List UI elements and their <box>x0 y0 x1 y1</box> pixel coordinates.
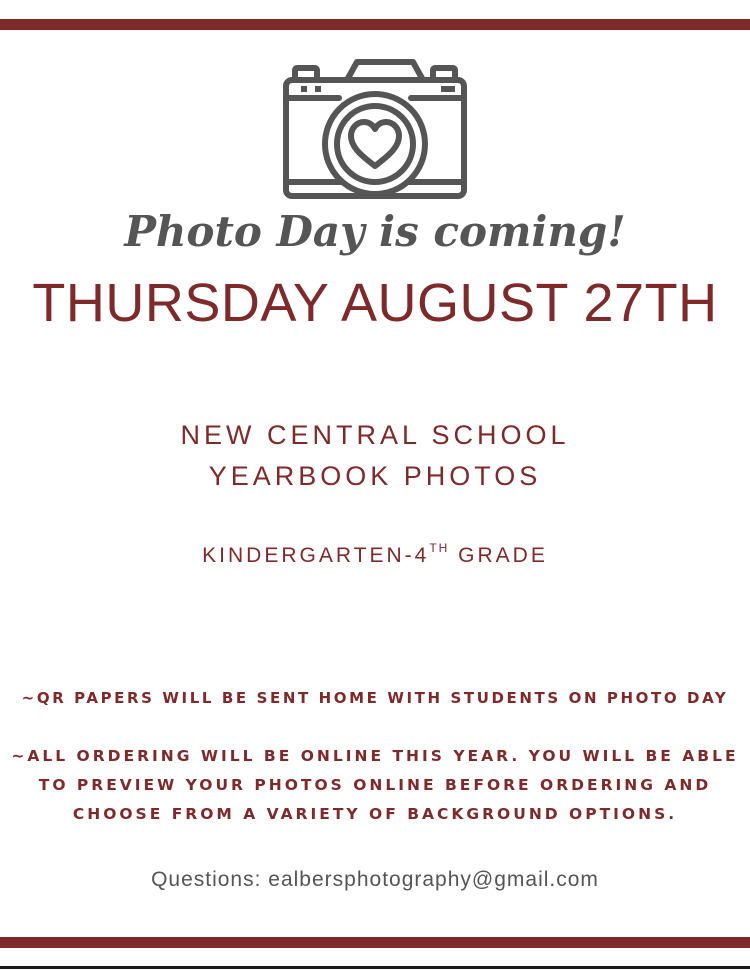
tagline: Photo Day is coming! <box>124 207 626 256</box>
notice-qr-papers: ~QR PAPERS WILL BE SENT HOME WITH STUDENTS ON PHOTO DAY <box>21 689 729 707</box>
photo-day-date: THURSDAY AUGUST 27TH <box>32 273 718 333</box>
grade-range-suffix: GRADE <box>449 544 548 567</box>
questions-contact: Questions: ealbersphotography@gmail.com <box>151 868 599 891</box>
event-subtitle: YEARBOOK PHOTOS <box>208 461 542 491</box>
bottom-edge-line <box>0 966 750 969</box>
bottom-border-bar <box>0 937 750 948</box>
grade-range-superscript: TH <box>429 541 450 555</box>
grade-range <box>0 543 750 568</box>
school-name: NEW CENTRAL SCHOOL <box>180 420 570 450</box>
notice-online-ordering-line-2: TO PREVIEW YOUR PHOTOS ONLINE BEFORE ORDERING AND <box>38 776 712 794</box>
notice-online-ordering-line-3: CHOOSE FROM A VARIETY OF BACKGROUND OPTIONS. <box>72 805 678 823</box>
grade-range-prefix: KINDERGARTEN-4 <box>202 544 430 567</box>
notice-online-ordering <box>0 742 750 829</box>
top-border-bar <box>0 19 750 30</box>
camera-heart-icon <box>281 58 469 204</box>
notice-online-ordering-line-1: ~ALL ORDERING WILL BE ONLINE THIS YEAR. YOU WILL BE ABLE <box>11 747 739 765</box>
